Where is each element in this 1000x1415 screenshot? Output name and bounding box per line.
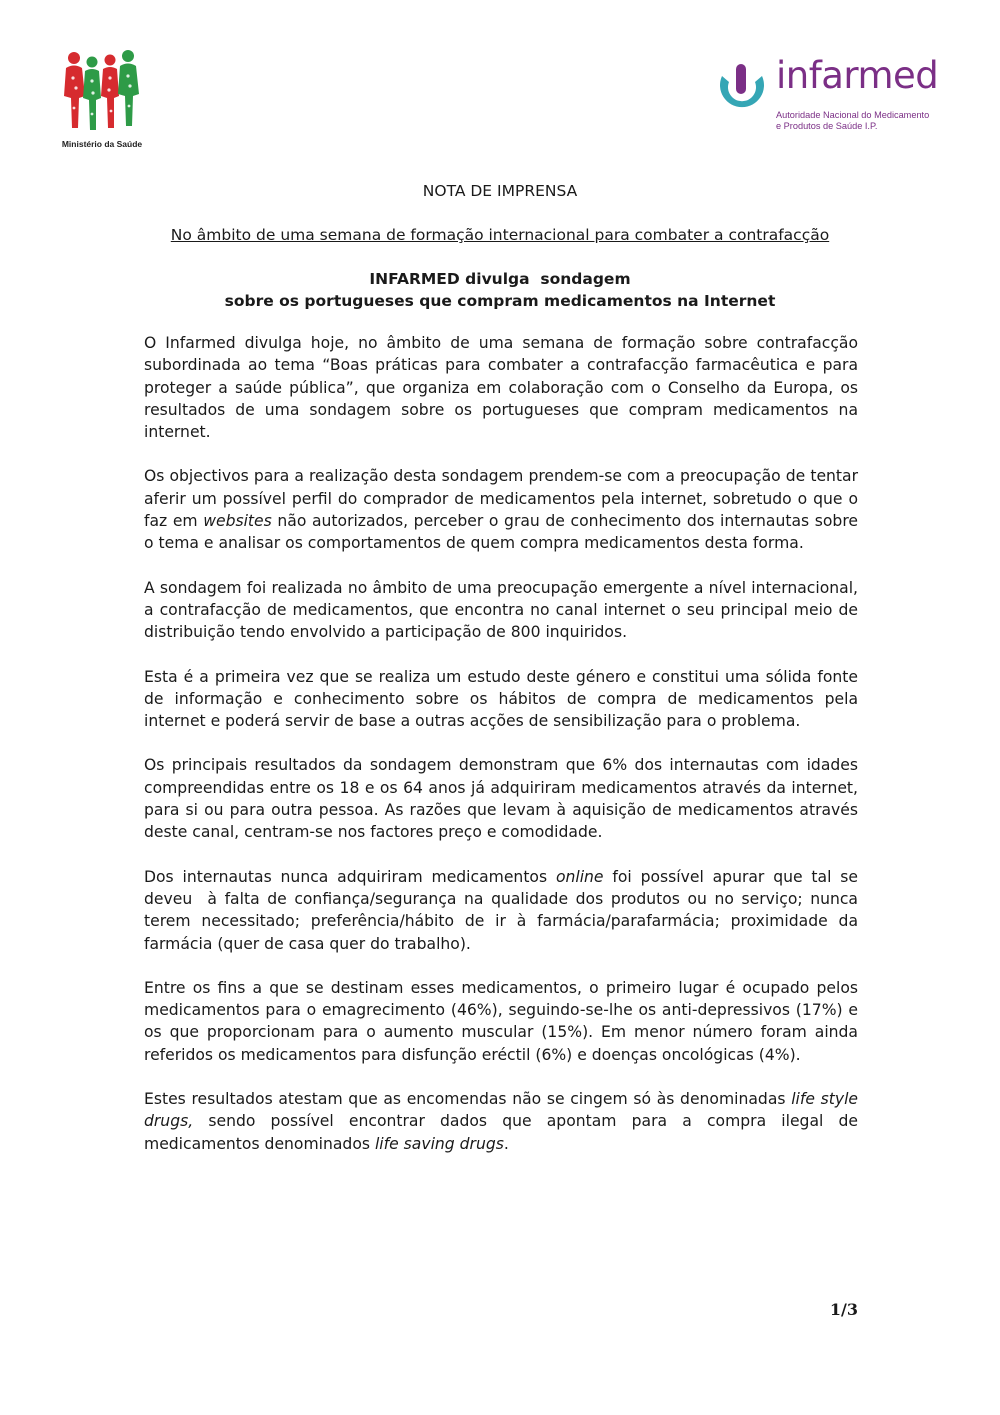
paragraph-2-text-b: não autorizados, perceber o grau de conhecimento dos internautas sobre o tema e analisar os comportamentos de quem compra medicamentos desta forma. — [144, 512, 858, 553]
paragraph-3: A sondagem foi realizada no âmbito de uma preocupação emergente a nível internacional, a contrafacção de medicamentos, que encontra no canal internet o seu principal meio de distribuição tendo envolvido a participação de 800 inquiridos. — [144, 578, 858, 642]
infarmed-emblem-icon — [714, 62, 770, 118]
paragraph-8-text-b: sendo possível encontrar dados que apontam para a compra ilegal de medicamentos denominados — [144, 1112, 858, 1153]
paragraph-5: Os principais resultados da sondagem demonstram que 6% dos internautas com idades compreendidas entre os 18 e os 64 anos já adquiriram medicamentos através da internet, para si ou para outra pessoa. As razões que levam à aquisição de medicamentos através deste canal, centram-se nos factores preço e comodidade. — [144, 756, 858, 842]
paragraph-8-emphasis-1: life style drugs, — [144, 1090, 858, 1131]
page-number: 1/3 — [829, 1300, 858, 1319]
infarmed-tagline-line-2: e Produtos de Saúde I.P. — [776, 121, 878, 131]
press-note-subtitle: No âmbito de uma semana de formação internacional para combater a contrafacção — [170, 226, 830, 244]
ministerio-da-saude-logo — [52, 48, 152, 152]
paragraph-6-text-b: foi possível apurar que tal se deveu à falta de confiança/segurança na qualidade dos produtos ou no serviço; nunca terem necessitado; preferência/hábito de ir à farmácia/parafarmácia; proximidade da farmácia (quer de casa quer do trabalho). — [144, 867, 863, 953]
infarmed-tagline — [776, 110, 929, 132]
press-note-title — [0, 268, 1000, 312]
paragraph-8-text-c: . — [503, 1134, 509, 1153]
paragraph-8 — [144, 1088, 858, 1155]
ministerio-caption: Ministério da Saúde — [61, 139, 143, 149]
paragraph-1: O Infarmed divulga hoje, no âmbito de uma semana de formação sobre contrafacção subordinada ao tema “Boas práticas para combater a contrafacção farmacêutica e para proteger a saúde pública”, que organiza em colaboração com o Conselho da Europa, os resultados de uma sondagem sobre os portugueses que compram medicamentos na internet. — [144, 334, 858, 442]
title-line-2: sobre os portugueses que compram medicamentos na Internet — [224, 292, 776, 310]
paragraph-8-emphasis-2: life saving drugs — [374, 1134, 504, 1153]
paragraph-6-emphasis: online — [555, 867, 604, 886]
paragraph-6 — [144, 866, 863, 955]
paragraph-8-text-a: Estes resultados atestam que as encomendas não se cingem só às denominadas — [144, 1090, 792, 1109]
title-line-1: INFARMED divulga sondagem — [369, 270, 631, 288]
infarmed-wordmark: infarmed — [776, 54, 939, 97]
paragraph-2 — [144, 465, 858, 554]
infarmed-tagline-line-1: Autoridade Nacional do Medicamento — [776, 110, 930, 120]
paragraph-7: Entre os fins a que se destinam esses medicamentos, o primeiro lugar é ocupado pelos medicamentos para o emagrecimento (46%), seguindo-se-lhe os anti-depressivos (17%) e os que proporcionam para o aumento muscular (15%). Em menor número foram ainda referidos os medicamentos para disfunção eréctil (6%) e doenças oncológicas (4%). — [144, 978, 858, 1064]
ministerio-figures-icon — [52, 48, 152, 138]
paragraph-6-text-a: Dos internautas nunca adquiriram medicamentos — [144, 867, 556, 886]
press-note-label: NOTA DE IMPRENSA — [422, 182, 578, 200]
infarmed-logo — [714, 54, 944, 140]
paragraph-4: Esta é a primeira vez que se realiza um estudo deste género e constitui uma sólida fonte de informação e conhecimento sobre os hábitos de compra de medicamentos pela internet e poderá servir de base a outras acções de sensibilização para o problema. — [144, 667, 858, 731]
paragraph-2-text-a: Os objectivos para a realização desta sondagem prendem-se com a preocupação de tentar aferir um possível perfil do comprador de medicamentos pela internet, sobretudo o que o faz em — [144, 467, 858, 531]
article-body — [144, 332, 863, 1177]
paragraph-2-emphasis: websites — [203, 512, 272, 531]
